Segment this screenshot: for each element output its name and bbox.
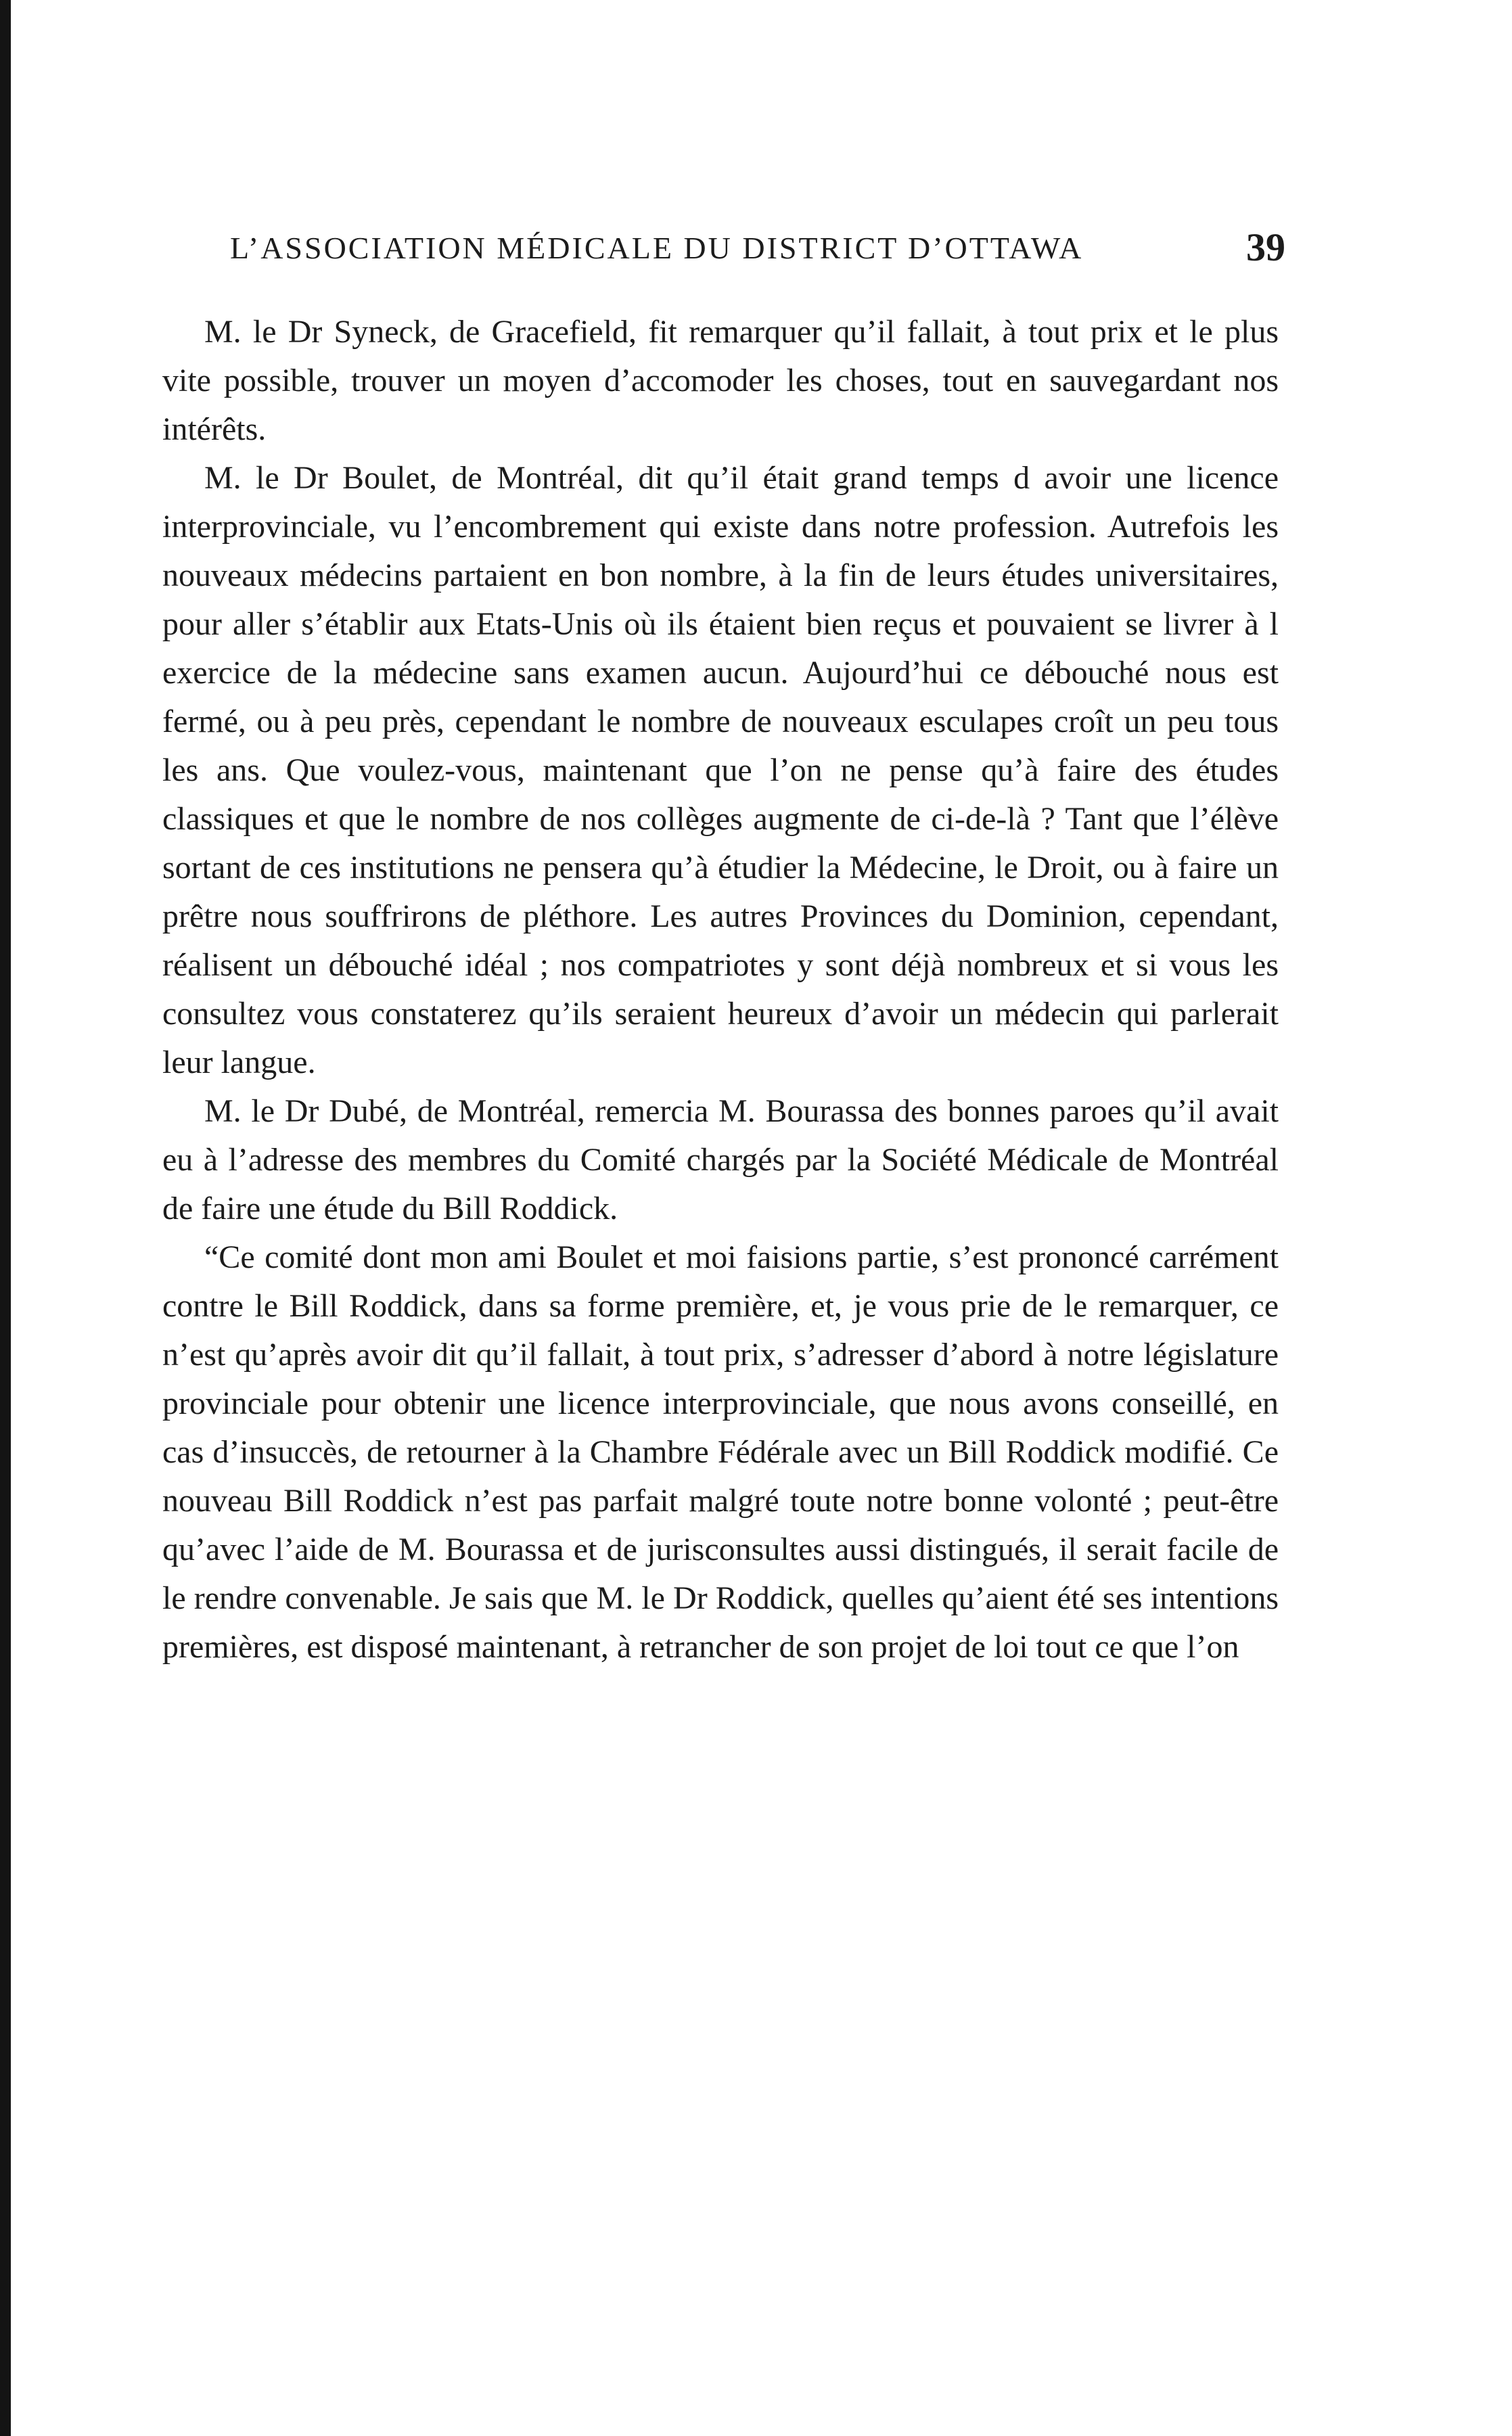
running-title: L’ASSOCIATION MÉDICALE DU DISTRICT D’OTTAWA bbox=[230, 231, 1084, 265]
scan-left-edge bbox=[0, 0, 11, 2436]
body-text bbox=[162, 308, 1279, 1672]
page-header bbox=[230, 225, 1285, 284]
paragraph-dube: M. le Dr Dubé, de Montréal, remercia M. Bourassa des bonnes paroes qu’il avait eu à l’adresse des membres du Comité chargés par la Société Médicale de Montréal de faire une étude du Bill Roddick. bbox=[162, 1093, 1279, 1226]
paragraph-quote: “Ce comité dont mon ami Boulet et moi faisions partie, s’est prononcé carrément contre le Bill Roddick, dans sa forme première, et, je vous prie de le remarquer, ce n’est qu’après avoir dit qu’il fallait, à tout prix, s’adresser d’abord à notre législature provinciale pour obtenir une licence interprovinciale, que nous avons conseillé, en cas d’insuccès, de retourner à la Chambre Fédérale avec un Bill Roddick modifié. Ce nouveau Bill Roddick n’est pas parfait malgré toute notre bonne volonté ; peut-être qu’avec l’aide de M. Bourassa et de jurisconsultes aussi distingués, il serait facile de le rendre convenable. Je sais que M. le Dr Roddick, quelles qu’aient été ses intentions premières, est disposé maintenant, à retrancher de son projet de loi tout ce que l’on bbox=[162, 1239, 1279, 1665]
paragraph-boulet: M. le Dr Boulet, de Montréal, dit qu’il était grand temps d avoir une licence interprovinciale, vu l’encombrement qui existe dans notre profession. Autrefois les nouveaux médecins partaient en bon nombre, à la fin de leurs études universitaires, pour aller s’établir aux Etats-Unis où ils étaient bien reçus et pouvaient se livrer à l exercice de la médecine sans examen aucun. Aujourd’hui ce débouché nous est fermé, ou à peu près, cependant le nombre de nouveaux esculapes croît un peu tous les ans. Que voulez-vous, maintenant que l’on ne pense qu’à faire des études classiques et que le nombre de nos collèges augmente de ci-de-là ? Tant que l’élève sortant de ces institutions ne pensera qu’à étudier la Médecine, le Droit, ou à faire un prêtre nous souffrirons de pléthore. Les autres Provinces du Dominion, cependant, réalisent un débouché idéal ; nos compatriotes y sont déjà nombreux et si vous les consultez vous constaterez qu’ils seraient heureux d’avoir un médecin qui parlerait leur langue. bbox=[162, 460, 1279, 1080]
paragraph-syneck: M. le Dr Syneck, de Gracefield, fit remarquer qu’il fallait, à tout prix et le plus vite possible, trouver un moyen d’accomoder les choses, tout en sauvegardant nos intérêts. bbox=[162, 314, 1279, 447]
page-number: 39 bbox=[1246, 225, 1285, 269]
